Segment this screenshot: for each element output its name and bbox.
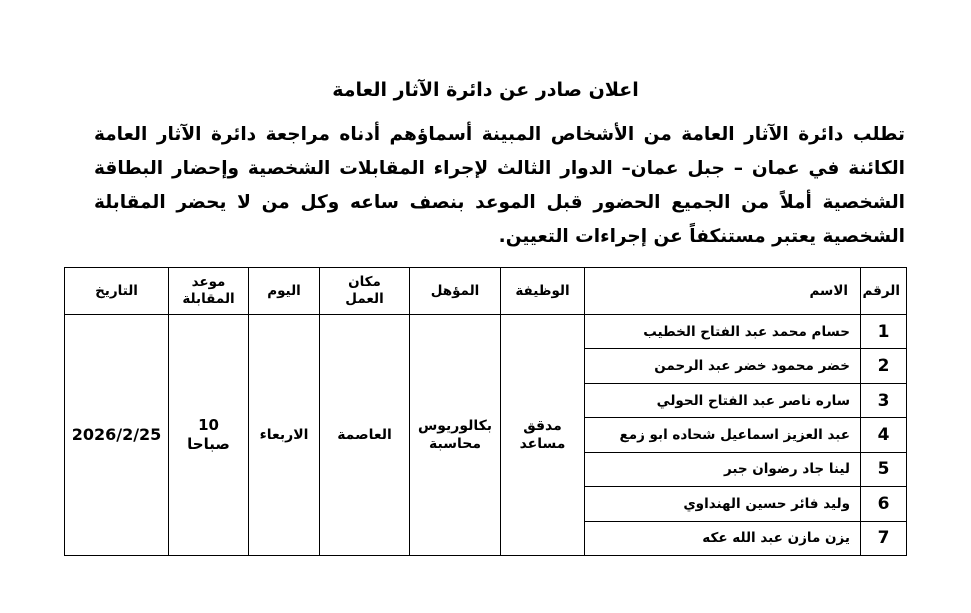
- table-row: [65, 315, 907, 349]
- position-line1: مدقق: [523, 418, 562, 434]
- header-date: التاريخ: [65, 268, 169, 315]
- time-cell: [169, 315, 249, 556]
- row-name: خضر محمود خضر عبد الرحمن: [585, 349, 861, 383]
- table-header-row: [65, 268, 907, 315]
- row-number: 6: [861, 487, 907, 521]
- interview-table: [64, 267, 907, 556]
- row-number: 4: [861, 418, 907, 452]
- date-cell: 2026/2/25: [65, 315, 169, 556]
- qualification-line2: محاسبة: [429, 436, 481, 452]
- row-name: لينا جاد رضوان جبر: [585, 452, 861, 486]
- row-number: 7: [861, 521, 907, 555]
- header-name: الاسم: [585, 268, 861, 315]
- position-line2: مساعد: [519, 436, 566, 452]
- header-time: [169, 268, 249, 315]
- qualification-cell: [410, 315, 501, 556]
- row-number: 5: [861, 452, 907, 486]
- row-name: وليد فائر حسين الهنداوي: [585, 487, 861, 521]
- workplace-cell: العاصمة: [320, 315, 410, 556]
- header-time-line2: المقابلة: [182, 291, 235, 307]
- position-cell: [501, 315, 585, 556]
- row-name: حسام محمد عبد الفتاح الخطيب: [585, 315, 861, 349]
- row-name: ساره ناصر عبد الفتاح الحولي: [585, 383, 861, 417]
- row-name: يزن مازن عبد الله عكه: [585, 521, 861, 555]
- header-position: الوظيفة: [501, 268, 585, 315]
- row-name: عبد العزيز اسماعيل شحاده ابو زمع: [585, 418, 861, 452]
- header-time-line1: موعد: [191, 274, 226, 290]
- header-workplace: [320, 268, 410, 315]
- day-cell: الاربعاء: [249, 315, 320, 556]
- header-workplace-line1: مكان: [348, 274, 381, 290]
- header-number: الرقم: [861, 268, 907, 315]
- qualification-line1: بكالوريوس: [417, 418, 493, 434]
- time-line2: صباحا: [187, 435, 230, 453]
- time-line1: 10: [198, 416, 219, 434]
- header-workplace-line2: العمل: [345, 291, 384, 307]
- announcement-title: اعلان صادر عن دائرة الآثار العامة: [332, 79, 639, 101]
- header-qualification: المؤهل: [410, 268, 501, 315]
- row-number: 2: [861, 349, 907, 383]
- row-number: 1: [861, 315, 907, 349]
- row-number: 3: [861, 383, 907, 417]
- announcement-body: تطلب دائرة الآثار العامة من الأشخاص المبينة أسماؤهم أدناه مراجعة دائرة الآثار العامة الكائنة في عمان – جبل عمان– الدوار الثالث لإجراء المقابلات الشخصية وإحضار البطاقة الشخصية أملاً من الجميع الحضور قبل الموعد بنصف ساعه وكل من لا يحضر المقابلة الشخصية يعتبر مستنكفاً عن إجراءات التعيين.: [94, 124, 905, 247]
- header-day: اليوم: [249, 268, 320, 315]
